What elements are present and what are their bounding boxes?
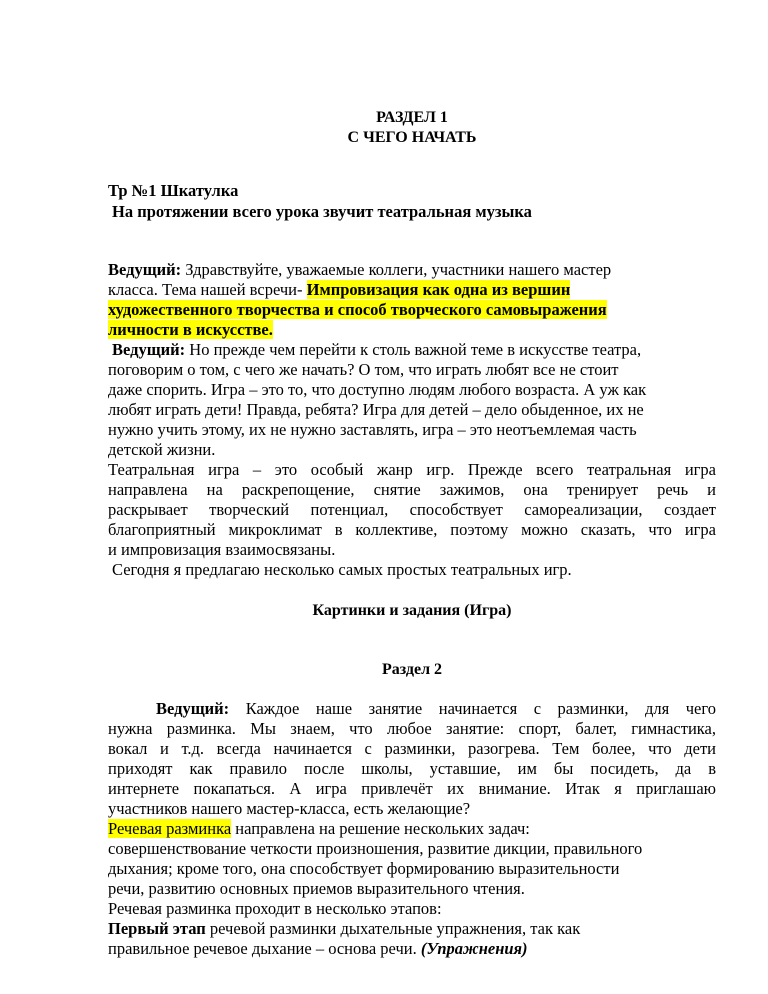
- p5-text: направлена на решение нескольких задач:: [235, 819, 530, 838]
- p5-line-4: речи, развитию основных приемов выразительного чтения.: [108, 879, 525, 898]
- game-heading: Картинки и задания (Игра): [312, 602, 512, 619]
- exercises-note: (Упражнения): [420, 939, 528, 958]
- section1-subheading: С ЧЕГО НАЧАТЬ: [347, 129, 477, 146]
- p2-line-1: [112, 340, 641, 360]
- speaker-label: Ведущий:: [112, 340, 186, 359]
- p2-line-5: нужно учить этому, их не нужно заставлять, игра – это неотъемлемая часть: [108, 420, 637, 439]
- track-note: На протяжении всего урока звучит театральная музыка: [112, 202, 532, 221]
- stage-label: Первый этап: [108, 919, 206, 938]
- p4-line-6: участников нашего мастер-класса, есть желающие?: [108, 799, 471, 818]
- p2-line-4: любят играть дети! Правда, ребята? Игра для детей – дело обыденное, их не: [108, 400, 644, 419]
- p4-line-1: [156, 699, 716, 719]
- p3-line-1: Театральная игра – это особый жанр игр. Прежде всего театральная игра: [108, 460, 716, 479]
- p5-line-1: [108, 819, 530, 839]
- intro-line-2: [108, 280, 570, 300]
- intro-line-4: [108, 320, 273, 340]
- p5-line-7: [108, 939, 528, 959]
- p2-text: Но прежде чем перейти к столь важной теме в искусстве театра,: [189, 340, 642, 359]
- section1-heading: РАЗДЕЛ 1: [376, 109, 448, 126]
- p3-line-6: Сегодня я предлагаю несколько самых простых театральных игр.: [112, 560, 572, 579]
- intro-line-1: [108, 260, 611, 280]
- p3-line-4: благоприятный микроклимат в коллективе, поэтому можно сказать, что игра: [108, 520, 716, 539]
- p5-line-2: совершенствование четкости произношения, развитие дикции, правильного: [108, 839, 643, 858]
- warmup-highlight: Речевая разминка: [108, 819, 232, 838]
- intro-text: класса. Тема нашей всречи-: [108, 280, 303, 299]
- section2-heading: Раздел 2: [381, 661, 443, 678]
- p5-text: речевой разминки дыхательные упражнения, так как: [209, 919, 581, 938]
- p5-text: правильное речевое дыхание – основа речи.: [108, 939, 417, 958]
- speaker-label: Ведущий:: [156, 699, 230, 718]
- topic-highlight: личности в искусстве.: [108, 320, 273, 339]
- p4-text: Каждое наше занятие начинается с разминки, для чего: [245, 699, 716, 718]
- p5-line-3: дыхания; кроме того, она способствует формированию выразительности: [108, 859, 620, 878]
- p3-line-2: направлена на раскрепощение, снятие зажимов, она тренирует речь и: [108, 480, 716, 499]
- p4-line-3: вокал и т.д. всегда начинается с разминки, разогрева. Тем более, что дети: [108, 739, 716, 758]
- topic-highlight: Импровизация как одна из вершин: [306, 280, 571, 299]
- track-label: Тр №1 Шкатулка: [108, 181, 239, 200]
- p4-line-5: интернете покапаться. А игра привлечёт их внимание. Итак я приглашаю: [108, 779, 716, 798]
- p2-line-3: даже спорить. Игра – это то, что доступно людям любого возраста. А уж как: [108, 380, 647, 399]
- p5-line-5: Речевая разминка проходит в несколько этапов:: [108, 899, 442, 918]
- speaker-label: Ведущий:: [108, 260, 182, 279]
- topic-highlight: художественного творчества и способ творческого самовыражения: [108, 300, 607, 319]
- p3-line-5: и импровизация взаимосвязаны.: [108, 540, 336, 559]
- p3-line-3: раскрывает творческий потенциал, способствует самореализации, создает: [108, 500, 716, 519]
- intro-line-3: [108, 300, 607, 320]
- p2-line-6: детской жизни.: [108, 440, 216, 459]
- p2-line-2: поговорим о том, с чего же начать? О том, что играть любят все не стоит: [108, 360, 619, 379]
- p4-line-2: нужна разминка. Мы знаем, что любое занятие: спорт, балет, гимнастика,: [108, 719, 716, 738]
- intro-text: Здравствуйте, уважаемые коллеги, участники нашего мастер: [185, 260, 612, 279]
- p5-line-6: [108, 919, 580, 939]
- p4-line-4: приходят как правило после школы, уставшие, им бы посидеть, да в: [108, 759, 716, 778]
